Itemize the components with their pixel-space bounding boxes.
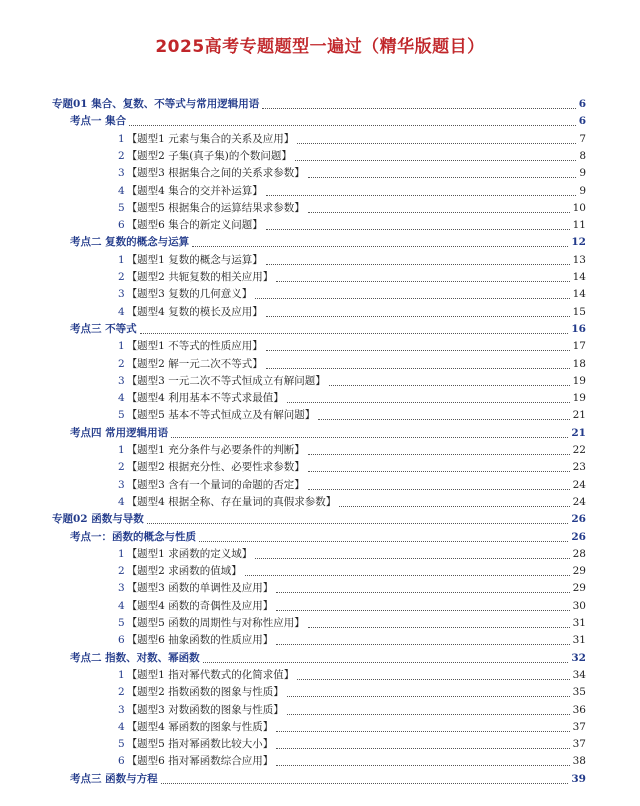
toc-entry-label: 【题型2 解一元二次不等式】: [126, 357, 263, 370]
toc-page-number: 38: [572, 755, 586, 768]
toc-page-number: 36: [572, 703, 586, 716]
toc-page-number: 8: [579, 149, 586, 162]
toc-entry[interactable]: [118, 753, 586, 770]
toc-entry[interactable]: [118, 719, 586, 736]
toc-page-number: 23: [572, 461, 586, 474]
toc-page-number: 35: [572, 686, 586, 699]
toc-entry[interactable]: [118, 304, 586, 321]
toc-page-number: 10: [572, 201, 586, 214]
toc-page-number: 26: [571, 530, 586, 543]
toc-leader-dots: [297, 679, 569, 680]
toc-page-number: 11: [572, 219, 586, 232]
toc-entry-label: 【题型4 幂函数的图象与性质】: [126, 720, 274, 733]
toc-entry-number: 5: [118, 201, 125, 214]
toc-leader-dots: [262, 108, 575, 109]
toc-entry-label: 【题型3 复数的几何意义】: [126, 288, 253, 301]
toc-entry-label: 【题型2 指数函数的图象与性质】: [126, 686, 284, 699]
toc-leader-dots: [329, 385, 570, 386]
toc-entry-label: 考点三 函数与方程: [70, 772, 158, 785]
toc-chapter[interactable]: [52, 96, 586, 113]
toc-entry[interactable]: [118, 338, 586, 355]
toc-leader-dots: [276, 592, 569, 593]
toc-page-number: 24: [572, 478, 586, 491]
toc-entry-label: 【题型6 指对幂函数综合应用】: [126, 755, 274, 768]
toc-leader-dots: [308, 177, 577, 178]
toc-leader-dots: [276, 281, 569, 282]
toc-entry-number: 6: [118, 755, 125, 768]
toc-entry[interactable]: [118, 390, 586, 407]
toc-entry-number: 4: [118, 495, 125, 508]
toc-entry-number: 3: [118, 582, 125, 595]
toc-entry-number: 4: [118, 599, 125, 612]
toc-section[interactable]: [70, 321, 586, 338]
toc-entry[interactable]: [118, 148, 586, 165]
toc-entry-label: 【题型3 含有一个量词的命题的否定】: [126, 478, 305, 491]
toc-leader-dots: [297, 143, 576, 144]
toc-entry[interactable]: [118, 200, 586, 217]
toc-page-number: 12: [571, 236, 586, 249]
toc-leader-dots: [308, 212, 570, 213]
toc-entry-label: 【题型1 元素与集合的关系及应用】: [126, 132, 295, 145]
toc-page-number: 6: [578, 98, 586, 110]
toc-leader-dots: [276, 610, 569, 611]
toc-entry[interactable]: [118, 546, 586, 563]
toc-entry-label: 【题型1 求函数的定义域】: [126, 547, 253, 560]
toc-entry-label: 【题型4 根据全称、存在量词的真假求参数】: [126, 495, 337, 508]
toc-page-number: 19: [572, 392, 586, 405]
toc-entry[interactable]: [118, 563, 586, 580]
toc-section[interactable]: [70, 771, 586, 788]
toc-entry-number: 6: [118, 219, 125, 232]
toc-entry-label: 【题型4 复数的模长及应用】: [126, 305, 263, 318]
toc-entry[interactable]: [118, 252, 586, 269]
toc-entry-number: 3: [118, 167, 125, 180]
toc-entry-label: 【题型6 集合的新定义问题】: [126, 219, 263, 232]
toc-entry[interactable]: [118, 632, 586, 649]
toc-leader-dots: [266, 195, 577, 196]
toc-entry-label: 【题型4 利用基本不等式求最值】: [126, 392, 284, 405]
toc-entry-number: 3: [118, 288, 125, 301]
toc-entry[interactable]: [118, 407, 586, 424]
toc-leader-dots: [203, 662, 569, 663]
toc-leader-dots: [266, 316, 570, 317]
toc-page-number: 6: [578, 115, 586, 128]
toc-page-number: 39: [571, 772, 586, 785]
toc-entry-label: 【题型5 指对幂函数比较大小】: [126, 738, 274, 751]
toc-leader-dots: [339, 506, 569, 507]
toc-leader-dots: [276, 644, 569, 645]
toc-page-number: 7: [579, 132, 586, 145]
toc-leader-dots: [147, 523, 569, 524]
toc-entry-label: 【题型3 一元二次不等式恒成立有解问题】: [126, 374, 326, 387]
toc-entry[interactable]: [118, 598, 586, 615]
toc-leader-dots: [276, 731, 569, 732]
toc-leader-dots: [129, 125, 576, 126]
toc-page-number: 37: [572, 738, 586, 751]
toc-entry-number: 2: [118, 149, 125, 162]
toc-entry-label: 【题型1 不等式的性质应用】: [126, 340, 263, 353]
toc-leader-dots: [245, 575, 570, 576]
toc-page-number: 32: [571, 651, 586, 664]
toc-page-number: 13: [572, 253, 586, 266]
toc-entry-label: 【题型2 求函数的值域】: [126, 565, 242, 578]
toc-entry[interactable]: [118, 580, 586, 597]
toc-leader-dots: [308, 627, 570, 628]
toc-entry-number: 2: [118, 461, 125, 474]
toc-entry-label: 考点一 集合: [70, 115, 127, 128]
toc-entry-label: 【题型2 子集(真子集)的个数问题】: [126, 149, 292, 162]
toc-entry-number: 5: [118, 617, 125, 629]
toc-entry-number: 2: [118, 565, 125, 578]
toc-entry-label: 【题型1 指对幂代数式的化简求值】: [126, 668, 295, 681]
toc-section[interactable]: [70, 425, 586, 442]
toc-entry-number: 1: [118, 668, 125, 681]
toc-entry[interactable]: [118, 736, 586, 753]
toc-entry-number: 4: [118, 392, 125, 405]
toc-page-number: 14: [572, 271, 586, 283]
toc-entry[interactable]: [118, 183, 586, 200]
toc-leader-dots: [287, 714, 570, 715]
toc-leader-dots: [171, 437, 568, 438]
toc-entry[interactable]: [118, 286, 586, 303]
document-title: 2025高考专题题型一遍过（精华版题目）: [155, 37, 485, 57]
toc-entry[interactable]: [118, 356, 586, 373]
toc-page-number: 26: [571, 513, 586, 526]
toc-entry-label: 考点一：函数的概念与性质: [70, 530, 196, 543]
toc-leader-dots: [266, 350, 570, 351]
toc-page-number: 9: [579, 184, 586, 197]
toc-entry[interactable]: [118, 165, 586, 182]
toc-chapter[interactable]: [52, 511, 586, 528]
toc-leader-dots: [308, 489, 570, 490]
toc-entry[interactable]: [118, 459, 586, 476]
toc-section[interactable]: [70, 529, 586, 546]
toc-entry[interactable]: [118, 217, 586, 234]
toc-leader-dots: [308, 454, 570, 455]
toc-leader-dots: [276, 765, 569, 766]
toc-entry[interactable]: [118, 494, 586, 511]
toc-leader-dots: [287, 696, 570, 697]
toc-entry-label: 【题型3 对数函数的图象与性质】: [126, 703, 284, 716]
toc-entry-number: 2: [118, 271, 125, 283]
toc-page-number: 29: [572, 582, 586, 595]
toc-entry-label: 【题型3 函数的单调性及应用】: [126, 582, 274, 595]
toc-page-number: 19: [572, 374, 586, 387]
toc-section[interactable]: [70, 113, 586, 130]
toc-entry-number: 4: [118, 305, 125, 318]
toc-page-number: 24: [572, 495, 586, 508]
toc-entry-number: 3: [118, 374, 125, 387]
toc-entry-label: 【题型1 复数的概念与运算】: [126, 253, 263, 266]
toc-entry-label: 【题型4 集合的交并补运算】: [126, 184, 263, 197]
toc-page-number: 9: [579, 167, 586, 180]
toc-page-number: 28: [572, 547, 586, 560]
toc-entry-label: 【题型3 根据集合之间的关系求参数】: [126, 167, 305, 180]
toc-entry-number: 5: [118, 409, 125, 422]
toc-entry-label: 【题型6 抽象函数的性质应用】: [126, 634, 274, 647]
toc-leader-dots: [266, 368, 570, 369]
toc-entry[interactable]: [118, 615, 586, 632]
toc-entry-label: 考点二 复数的概念与运算: [70, 236, 190, 249]
toc-entry-label: 专题01 集合、复数、不等式与常用逻辑用语: [52, 98, 260, 110]
toc-entry-label: 【题型2 共轭复数的相关应用】: [126, 271, 274, 283]
toc-leader-dots: [255, 558, 569, 559]
toc-entry[interactable]: [118, 684, 586, 701]
toc-entry-label: 考点二 指数、对数、幂函数: [70, 651, 200, 664]
toc-entry-number: 6: [118, 634, 125, 647]
toc-entry-label: 【题型5 根据集合的运算结果求参数】: [126, 201, 305, 214]
toc-page-number: 16: [571, 322, 586, 335]
toc-entry-number: 1: [118, 340, 125, 353]
toc-entry-label: 【题型1 充分条件与必要条件的判断】: [126, 444, 305, 456]
toc-page-number: 22: [572, 444, 586, 456]
toc-entry[interactable]: [118, 373, 586, 390]
toc-page-number: 31: [572, 634, 586, 647]
toc-entry[interactable]: [118, 477, 586, 494]
toc-entry-number: 1: [118, 444, 125, 456]
toc-leader-dots: [308, 471, 570, 472]
toc-entry-number: 4: [118, 720, 125, 733]
toc-leader-dots: [161, 783, 569, 784]
toc-leader-dots: [295, 160, 576, 161]
toc-entry-label: 考点四 常用逻辑用语: [70, 426, 169, 439]
toc-entry[interactable]: [118, 667, 586, 684]
toc-entry-number: 2: [118, 357, 125, 370]
toc-entry[interactable]: [118, 131, 586, 148]
toc-leader-dots: [140, 333, 569, 334]
toc-section[interactable]: [70, 234, 586, 251]
toc-entry-number: 4: [118, 184, 125, 197]
toc-section[interactable]: [70, 650, 586, 667]
toc-entry-label: 专题02 函数与导数: [52, 513, 144, 526]
toc-entry-number: 1: [118, 132, 125, 145]
toc-page-number: 21: [571, 426, 586, 439]
toc-entry-number: 2: [118, 686, 125, 699]
toc-page-number: 18: [572, 357, 586, 370]
toc-page-number: 29: [572, 565, 586, 578]
toc-entry-number: 1: [118, 253, 125, 266]
toc-leader-dots: [266, 264, 570, 265]
toc-page-number: 17: [572, 340, 586, 353]
toc-leader-dots: [266, 229, 570, 230]
toc-entry-label: 【题型5 基本不等式恒成立及有解问题】: [126, 409, 316, 422]
toc-entry[interactable]: [118, 702, 586, 719]
toc-page-number: 14: [572, 288, 586, 301]
toc-entry-number: 3: [118, 703, 125, 716]
toc-leader-dots: [192, 246, 568, 247]
toc-entry[interactable]: [118, 269, 586, 286]
toc-page-number: 30: [572, 599, 586, 612]
toc-leader-dots: [287, 402, 570, 403]
toc-leader-dots: [199, 541, 568, 542]
toc-page-number: 34: [572, 668, 586, 681]
toc-leader-dots: [318, 419, 569, 420]
toc-page-number: 15: [572, 305, 586, 318]
toc-entry-number: 1: [118, 547, 125, 560]
toc-leader-dots: [255, 298, 569, 299]
toc-entry-number: 3: [118, 478, 125, 491]
toc-entry-number: 5: [118, 738, 125, 751]
toc-page-number: 37: [572, 720, 586, 733]
toc-entry[interactable]: [118, 442, 586, 459]
toc-page-number: 31: [572, 617, 586, 629]
toc-page-number: 21: [572, 409, 586, 422]
toc-entry-label: 【题型4 函数的奇偶性及应用】: [126, 599, 274, 612]
toc-entry-label: 【题型5 函数的周期性与对称性应用】: [126, 617, 305, 629]
toc-entry-label: 考点三 不等式: [70, 322, 137, 335]
toc-leader-dots: [276, 748, 569, 749]
toc-entry-label: 【题型2 根据充分性、必要性求参数】: [126, 461, 305, 474]
